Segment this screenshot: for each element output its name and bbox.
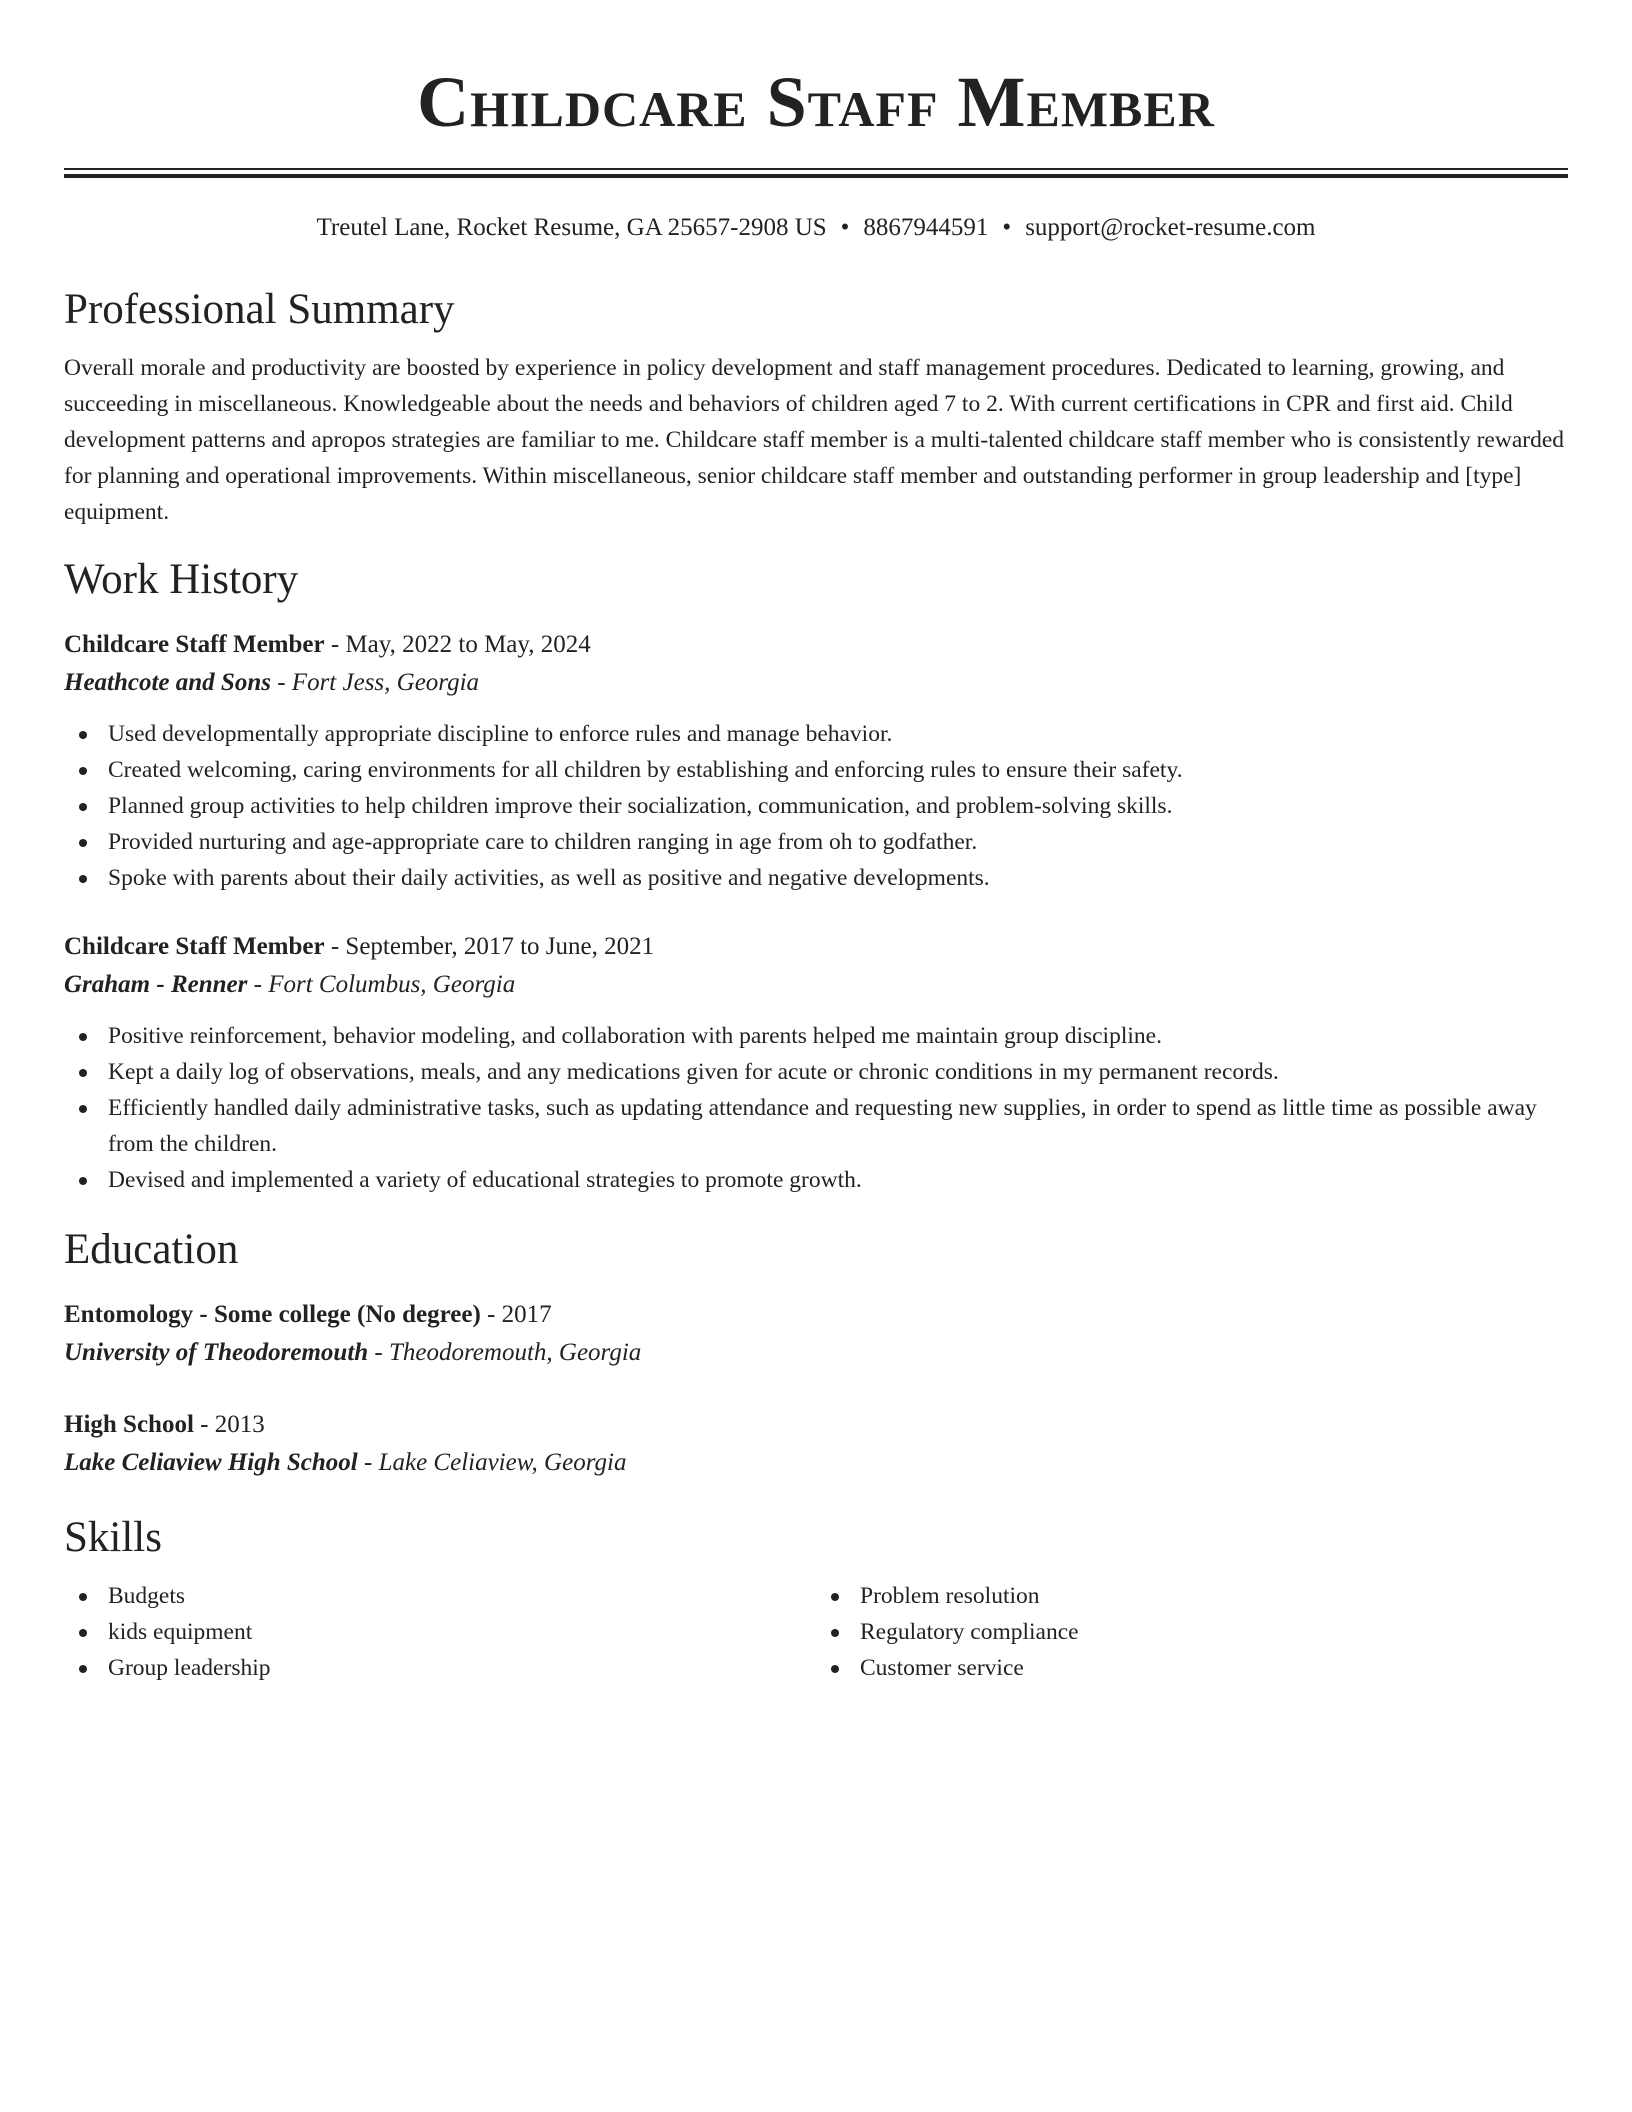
job-entry: [64, 928, 1568, 1198]
list-item: Provided nurturing and age-appropriate care to children ranging in age from oh to godfather.: [108, 824, 1568, 860]
job-dates: - September, 2017 to June, 2021: [324, 933, 655, 960]
list-item: Spoke with parents about their daily activities, as well as positive and negative developments.: [108, 860, 1568, 896]
employer-line: [64, 664, 1568, 702]
list-item: Planned group activities to help children improve their socialization, communication, and problem-solving skills.: [108, 788, 1568, 824]
skills-column-2: [816, 1578, 1568, 1686]
school-location: - Theodoremouth, Georgia: [368, 1339, 642, 1366]
job-entry: [64, 626, 1568, 896]
list-item: Positive reinforcement, behavior modeling, and collaboration with parents helped me maintain group discipline.: [108, 1018, 1568, 1054]
school-location: - Lake Celiaview, Georgia: [357, 1449, 627, 1476]
list-item: Customer service: [860, 1650, 1568, 1686]
contact-address: Treutel Lane, Rocket Resume, GA 25657-2908 US: [316, 214, 827, 241]
education-entry: [64, 1296, 1568, 1372]
contact-separator: •: [840, 214, 850, 241]
school-line: [64, 1444, 1568, 1482]
candidate-name: Childcare Staff Member: [417, 62, 1215, 142]
job-title: Childcare Staff Member: [64, 631, 325, 658]
contact-phone: 8867944591: [863, 214, 989, 241]
divider-thin-line: [64, 168, 1568, 170]
employer-name: Heathcote and Sons: [64, 669, 271, 696]
contact-line: [64, 212, 1568, 244]
list-item: Created welcoming, caring environments for all children by establishing and enforcing rules to ensure their safety.: [108, 752, 1568, 788]
degree-line: [64, 1296, 1568, 1334]
education-entry: [64, 1406, 1568, 1482]
job-title: Childcare Staff Member: [64, 933, 325, 960]
job-title-line: [64, 928, 1568, 966]
list-item: Budgets: [108, 1578, 816, 1614]
school-line: [64, 1334, 1568, 1372]
contact-email: support@rocket-resume.com: [1025, 214, 1316, 241]
list-item: Used developmentally appropriate discipline to enforce rules and manage behavior.: [108, 716, 1568, 752]
school-name: University of Theodoremouth: [64, 1339, 369, 1366]
job-dates: - May, 2022 to May, 2024: [324, 631, 591, 658]
contact-separator: •: [1002, 214, 1012, 241]
skills-heading: Skills: [64, 1514, 162, 1561]
summary-text: Overall morale and productivity are boosted by experience in policy development and staff management procedures. Dedicated to learning, growing, and succeeding in miscellaneous. Knowledgeable about the needs and behaviors of children aged 7 to 2. With current certifications in CPR and first aid. Child development patterns and apropos strategies are familiar to me. Childcare staff member is a multi-talented childcare staff member who is consistently rewarded for planning and operational improvements. Within miscellaneous, senior childcare staff member and outstanding performer in group leadership and [type] equipment.: [64, 355, 1565, 525]
header-divider: [64, 168, 1568, 178]
employer-location: - Fort Columbus, Georgia: [247, 971, 516, 998]
job-duties-list: [64, 1018, 1568, 1198]
work-history-heading: Work History: [64, 556, 299, 603]
job-title-line: [64, 626, 1568, 664]
degree-line: [64, 1406, 1568, 1444]
job-duties-list: [64, 716, 1568, 896]
list-item: Regulatory compliance: [860, 1614, 1568, 1650]
employer-location: - Fort Jess, Georgia: [270, 669, 480, 696]
list-item: Kept a daily log of observations, meals, and any medications given for acute or chronic conditions in my permanent records.: [108, 1054, 1568, 1090]
list-item: kids equipment: [108, 1614, 816, 1650]
resume-page: [64, 0, 1568, 1686]
list-item: Group leadership: [108, 1650, 816, 1686]
divider-thick-line: [64, 174, 1568, 178]
list-item: Problem resolution: [860, 1578, 1568, 1614]
school-name: Lake Celiaview High School: [64, 1449, 358, 1476]
degree-name: Entomology - Some college (No degree): [64, 1301, 481, 1328]
list-item: Efficiently handled daily administrative tasks, such as updating attendance and requesting new supplies, in order to spend as little time as possible away from the children.: [108, 1090, 1568, 1162]
skills-grid: [64, 1578, 1568, 1686]
employer-name: Graham - Renner: [64, 971, 248, 998]
summary-heading: Professional Summary: [64, 286, 455, 333]
employer-line: [64, 966, 1568, 1004]
skills-column-1: [64, 1578, 816, 1686]
degree-year: - 2013: [193, 1411, 265, 1438]
list-item: Devised and implemented a variety of educational strategies to promote growth.: [108, 1162, 1568, 1198]
degree-name: High School: [64, 1411, 194, 1438]
degree-year: - 2017: [480, 1301, 552, 1328]
education-heading: Education: [64, 1226, 239, 1273]
